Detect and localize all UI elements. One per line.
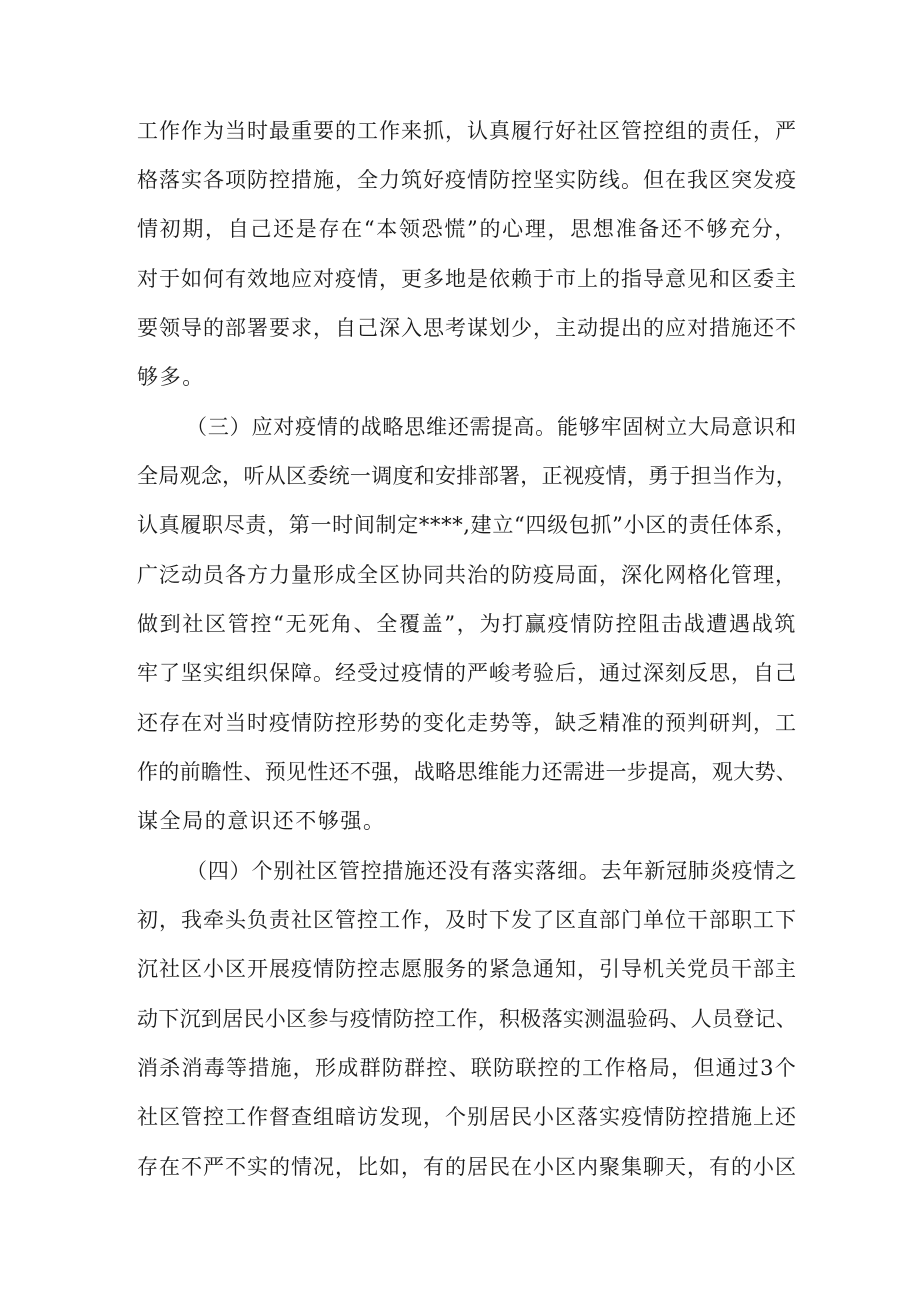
text-line: 广泛动员各方力量形成全区协同共治的防疫局面，深化网格化管理， [137, 563, 797, 587]
section-heading-line: （四）个别社区管控措施还没有落实落细。去年新冠肺炎疫情之 [186, 859, 797, 883]
text-line: 认真履职尽责，第一时间制定****,建立“四级包抓”小区的责任体系， [137, 513, 797, 537]
text-line: 动下沉到居民小区参与疫情防控工作，积极落实测温验码、人员登记、 [137, 1007, 797, 1031]
text-line: 社区管控工作督查组暗访发现，个别居民小区落实疫情防控措施上还 [137, 1105, 797, 1129]
section-heading-line: （三）应对疫情的战略思维还需提高。能够牢固树立大局意识和 [186, 415, 797, 439]
text-line: 存在不严不实的情况，比如，有的居民在小区内聚集聊天，有的小区 [137, 1155, 797, 1179]
text-line: 格落实各项防控措施，全力筑好疫情防控坚实防线。但在我区突发疫 [137, 168, 797, 192]
text-line: 还存在对当时疫情防控形势的变化走势等，缺乏精准的预判研判，工 [137, 711, 797, 735]
text-line: 消杀消毒等措施，形成群防群控、联防联控的工作格局，但通过3个 [137, 1056, 797, 1080]
text-line: 工作作为当时最重要的工作来抓，认真履行好社区管控组的责任，严 [137, 119, 797, 143]
text-line: 全局观念，听从区委统一调度和安排部署，正视疫情，勇于担当作为， [137, 464, 797, 488]
text-line: 作的前瞻性、预见性还不强，战略思维能力还需进一步提高，观大势、 [137, 760, 797, 784]
text-line: 够多。 [137, 365, 205, 389]
text-line: 情初期，自己还是存在“本领恐慌”的心理，思想准备还不够充分， [137, 217, 797, 241]
text-line: 对于如何有效地应对疫情，更多地是依赖于市上的指导意见和区委主 [137, 267, 797, 291]
text-line: 初，我牵头负责社区管控工作，及时下发了区直部门单位干部职工下 [137, 908, 797, 932]
text-line: 要领导的部署要求，自己深入思考谋划少，主动提出的应对措施还不 [137, 316, 797, 340]
text-line: 牢了坚实组织保障。经受过疫情的严峻考验后，通过深刻反思，自己 [137, 661, 797, 685]
text-line: 谋全局的意识还不够强。 [137, 809, 386, 833]
text-line: 做到社区管控“无死角、全覆盖”，为打赢疫情防控阻击战遭遇战筑 [137, 612, 797, 636]
text-line: 沉社区小区开展疫情防控志愿服务的紧急通知，引导机关党员干部主 [137, 957, 797, 981]
